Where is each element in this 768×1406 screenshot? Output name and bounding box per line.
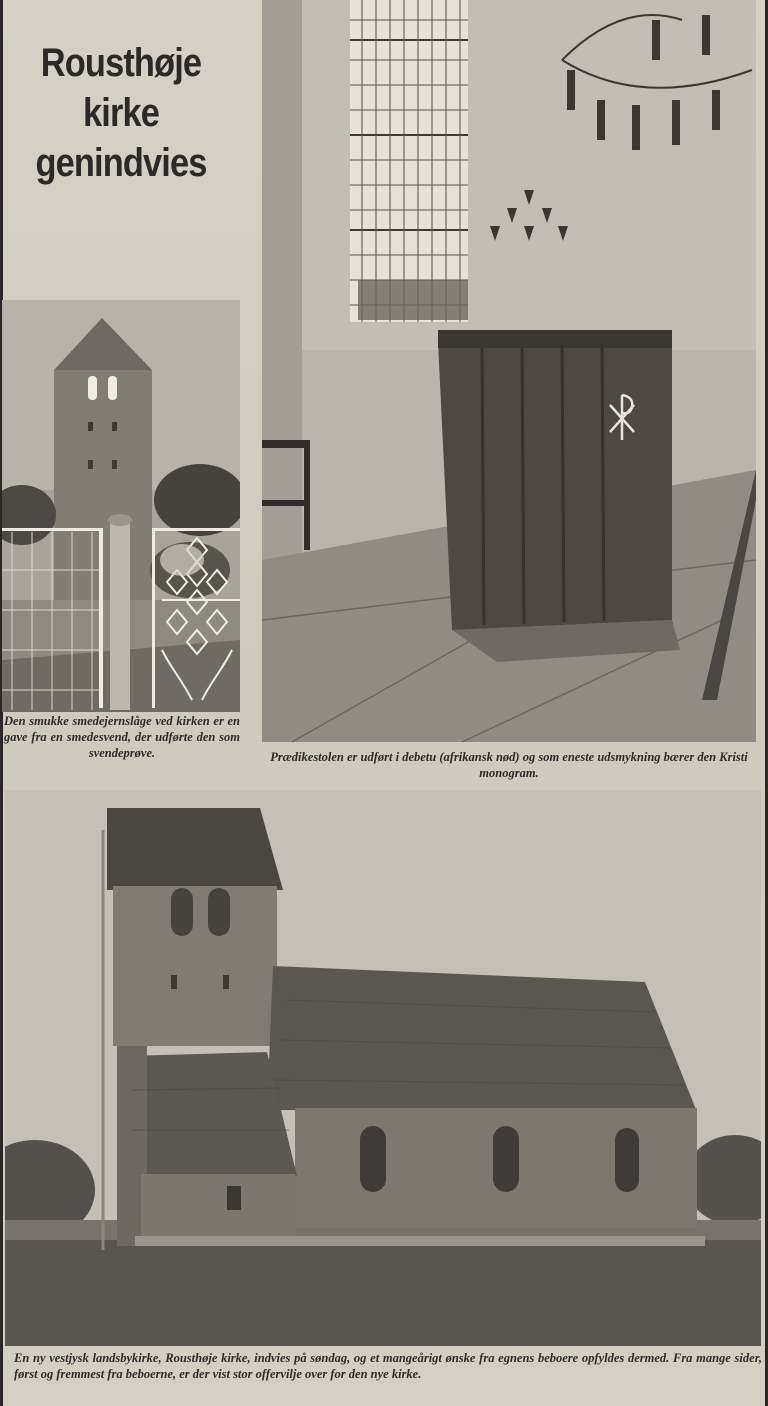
church-photo-illustration bbox=[5, 790, 761, 1346]
headline-line-1: Rousthøje bbox=[40, 41, 202, 85]
gate-caption: Den smukke smedejernslåge ved kirken er en gave fra en smedesvend, der udførte den som svendeprøve. bbox=[4, 714, 240, 760]
headline-line-2: kirke bbox=[82, 91, 160, 135]
headline-line-3: genindvies bbox=[35, 141, 207, 185]
church-photo bbox=[5, 790, 761, 1346]
gate-photo-illustration bbox=[2, 300, 240, 712]
pulpit-photo-illustration bbox=[262, 0, 756, 742]
pulpit-caption: Prædikestolen er udført i debetu (afrikansk nød) og som eneste udsmykning bærer den Kristi monogram. bbox=[270, 750, 748, 780]
church-caption: En ny vestjysk landsbykirke, Rousthøje kirke, indvies på søndag, og et mangeårigt ønske fra egnens beboere opfyldes dermed. Fra mange sider, først og fremmest fra beboerne, er der vist stor offervilje over for den nye kirke. bbox=[14, 1351, 762, 1381]
pulpit-photo bbox=[262, 0, 756, 742]
gate-photo bbox=[2, 300, 240, 712]
headline bbox=[22, 38, 220, 188]
